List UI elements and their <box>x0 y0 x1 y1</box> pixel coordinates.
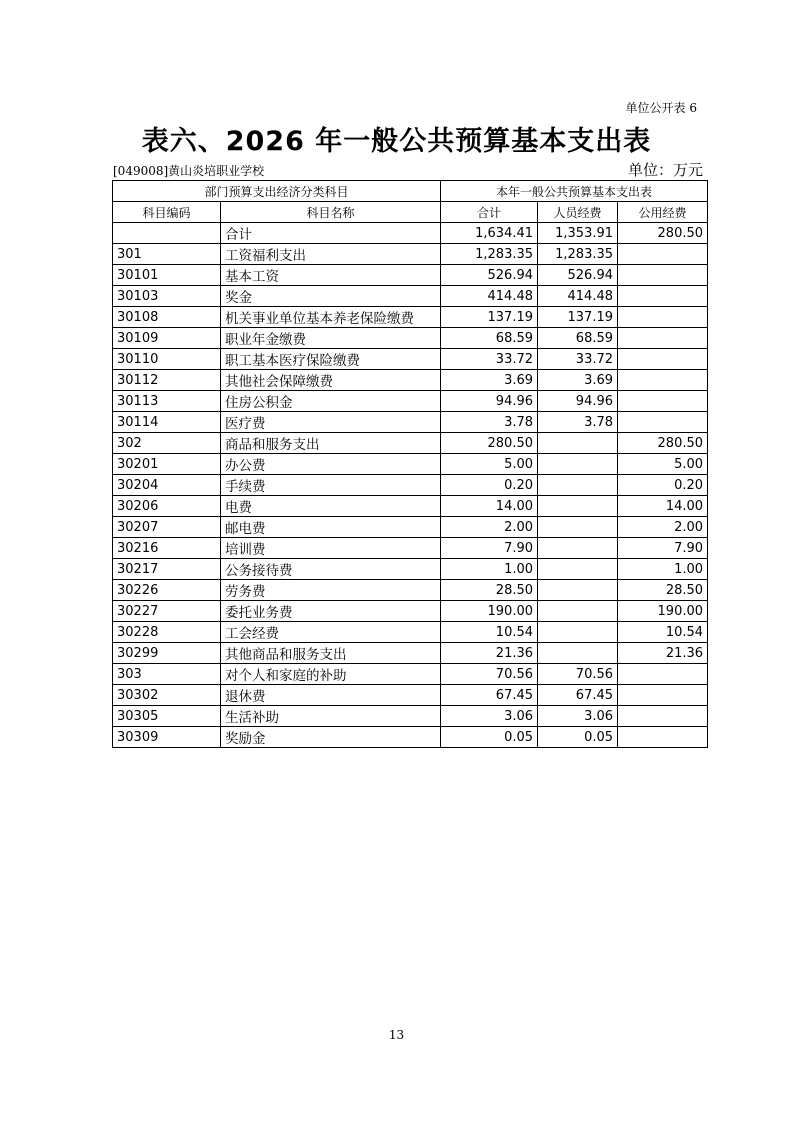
cell-total: 2.00 <box>441 517 538 538</box>
cell-total: 1.00 <box>441 559 538 580</box>
cell-total: 28.50 <box>441 580 538 601</box>
cell-total: 3.78 <box>441 412 538 433</box>
cell-name: 生活补助 <box>221 706 441 727</box>
table-row <box>113 244 708 265</box>
unit-label: 单位：万元 <box>627 161 703 179</box>
cell-total: 414.48 <box>441 286 538 307</box>
cell-code: 30227 <box>113 601 221 622</box>
cell-personnel: 0.05 <box>538 727 618 748</box>
cell-name: 办公费 <box>221 454 441 475</box>
cell-personnel <box>538 496 618 517</box>
cell-name: 其他商品和服务支出 <box>221 643 441 664</box>
cell-public: 0.20 <box>618 475 708 496</box>
cell-code: 30112 <box>113 370 221 391</box>
cell-code: 30110 <box>113 349 221 370</box>
cell-total: 3.69 <box>441 370 538 391</box>
cell-name: 对个人和家庭的补助 <box>221 664 441 685</box>
table-row <box>113 475 708 496</box>
cell-name: 邮电费 <box>221 517 441 538</box>
cell-personnel <box>538 601 618 622</box>
cell-name: 工会经费 <box>221 622 441 643</box>
cell-public <box>618 391 708 412</box>
document-label: 单位公开表 6 <box>625 101 697 115</box>
cell-personnel: 33.72 <box>538 349 618 370</box>
cell-personnel: 67.45 <box>538 685 618 706</box>
cell-public: 190.00 <box>618 601 708 622</box>
table-row <box>113 328 708 349</box>
table-row <box>113 664 708 685</box>
cell-personnel: 70.56 <box>538 664 618 685</box>
cell-name: 培训费 <box>221 538 441 559</box>
cell-personnel <box>538 517 618 538</box>
cell-personnel <box>538 622 618 643</box>
cell-personnel: 1,353.91 <box>538 223 618 244</box>
table-row <box>113 433 708 454</box>
cell-name: 职业年金缴费 <box>221 328 441 349</box>
cell-name: 委托业务费 <box>221 601 441 622</box>
table-row <box>113 349 708 370</box>
cell-name: 手续费 <box>221 475 441 496</box>
cell-code: 301 <box>113 244 221 265</box>
table-row <box>113 265 708 286</box>
cell-code: 30108 <box>113 307 221 328</box>
cell-code: 30299 <box>113 643 221 664</box>
cell-total: 21.36 <box>441 643 538 664</box>
cell-code: 30101 <box>113 265 221 286</box>
cell-name: 职工基本医疗保险缴费 <box>221 349 441 370</box>
cell-total: 1,634.41 <box>441 223 538 244</box>
table-row <box>113 307 708 328</box>
cell-name: 基本工资 <box>221 265 441 286</box>
header-group-right: 本年一般公共预算基本支出表 <box>441 181 708 202</box>
cell-name: 电费 <box>221 496 441 517</box>
page-title: 表六、2026 年一般公共预算基本支出表 <box>141 126 652 157</box>
cell-code: 30302 <box>113 685 221 706</box>
cell-code: 30309 <box>113 727 221 748</box>
cell-code: 30217 <box>113 559 221 580</box>
cell-personnel: 94.96 <box>538 391 618 412</box>
table-row <box>113 601 708 622</box>
cell-public <box>618 244 708 265</box>
cell-total: 137.19 <box>441 307 538 328</box>
cell-total: 70.56 <box>441 664 538 685</box>
table-row <box>113 580 708 601</box>
table-row <box>113 685 708 706</box>
cell-public: 21.36 <box>618 643 708 664</box>
cell-personnel: 526.94 <box>538 265 618 286</box>
table-row <box>113 391 708 412</box>
cell-total: 94.96 <box>441 391 538 412</box>
cell-personnel: 3.69 <box>538 370 618 391</box>
table-row <box>113 454 708 475</box>
cell-personnel <box>538 580 618 601</box>
header-code: 科目编码 <box>113 202 221 223</box>
cell-total: 1,283.35 <box>441 244 538 265</box>
table-row <box>113 706 708 727</box>
table-row <box>113 223 708 244</box>
cell-public <box>618 664 708 685</box>
cell-name: 公务接待费 <box>221 559 441 580</box>
cell-total: 7.90 <box>441 538 538 559</box>
cell-total: 0.05 <box>441 727 538 748</box>
cell-total: 526.94 <box>441 265 538 286</box>
cell-personnel <box>538 433 618 454</box>
header-column-row <box>113 202 708 223</box>
page-number: 13 <box>388 1028 405 1042</box>
cell-total: 67.45 <box>441 685 538 706</box>
cell-code: 30216 <box>113 538 221 559</box>
budget-table <box>112 180 708 748</box>
cell-public: 280.50 <box>618 433 708 454</box>
cell-code: 30201 <box>113 454 221 475</box>
table-row <box>113 286 708 307</box>
cell-name: 其他社会保障缴费 <box>221 370 441 391</box>
table-row <box>113 370 708 391</box>
cell-name: 奖励金 <box>221 727 441 748</box>
table-row <box>113 496 708 517</box>
cell-personnel: 1,283.35 <box>538 244 618 265</box>
cell-code: 30226 <box>113 580 221 601</box>
cell-code: 302 <box>113 433 221 454</box>
header-group-row <box>113 181 708 202</box>
cell-code: 30305 <box>113 706 221 727</box>
table-row <box>113 622 708 643</box>
cell-code: 30204 <box>113 475 221 496</box>
cell-public: 5.00 <box>618 454 708 475</box>
cell-public <box>618 706 708 727</box>
cell-public: 1.00 <box>618 559 708 580</box>
cell-personnel <box>538 643 618 664</box>
cell-personnel <box>538 538 618 559</box>
cell-name: 商品和服务支出 <box>221 433 441 454</box>
table-row <box>113 727 708 748</box>
cell-name: 工资福利支出 <box>221 244 441 265</box>
cell-public <box>618 328 708 349</box>
cell-total: 280.50 <box>441 433 538 454</box>
cell-public: 280.50 <box>618 223 708 244</box>
table-row <box>113 538 708 559</box>
cell-public <box>618 307 708 328</box>
cell-personnel <box>538 475 618 496</box>
cell-code: 30114 <box>113 412 221 433</box>
header-group-left: 部门预算支出经济分类科目 <box>113 181 441 202</box>
cell-personnel <box>538 454 618 475</box>
cell-public <box>618 412 708 433</box>
organization-name: [049008]黄山炎培职业学校 <box>113 164 265 178</box>
cell-code: 30207 <box>113 517 221 538</box>
cell-public <box>618 727 708 748</box>
table-row <box>113 412 708 433</box>
cell-personnel: 3.06 <box>538 706 618 727</box>
cell-code: 30228 <box>113 622 221 643</box>
cell-personnel <box>538 559 618 580</box>
cell-code: 30109 <box>113 328 221 349</box>
cell-name: 合计 <box>221 223 441 244</box>
cell-code: 30113 <box>113 391 221 412</box>
cell-public: 7.90 <box>618 538 708 559</box>
cell-personnel: 3.78 <box>538 412 618 433</box>
cell-total: 3.06 <box>441 706 538 727</box>
cell-name: 退休费 <box>221 685 441 706</box>
cell-public <box>618 685 708 706</box>
cell-public: 14.00 <box>618 496 708 517</box>
cell-public <box>618 349 708 370</box>
cell-personnel: 137.19 <box>538 307 618 328</box>
cell-public: 2.00 <box>618 517 708 538</box>
table-body <box>113 223 708 748</box>
cell-total: 33.72 <box>441 349 538 370</box>
cell-total: 0.20 <box>441 475 538 496</box>
cell-personnel: 414.48 <box>538 286 618 307</box>
cell-name: 住房公积金 <box>221 391 441 412</box>
cell-code <box>113 223 221 244</box>
cell-name: 机关事业单位基本养老保险缴费 <box>221 307 441 328</box>
cell-personnel: 68.59 <box>538 328 618 349</box>
cell-total: 14.00 <box>441 496 538 517</box>
header-public: 公用经费 <box>618 202 708 223</box>
cell-code: 30206 <box>113 496 221 517</box>
cell-public <box>618 370 708 391</box>
table-row <box>113 517 708 538</box>
cell-name: 医疗费 <box>221 412 441 433</box>
cell-public: 10.54 <box>618 622 708 643</box>
table-row <box>113 643 708 664</box>
cell-total: 190.00 <box>441 601 538 622</box>
cell-public <box>618 265 708 286</box>
cell-total: 10.54 <box>441 622 538 643</box>
cell-public <box>618 286 708 307</box>
cell-public: 28.50 <box>618 580 708 601</box>
cell-total: 5.00 <box>441 454 538 475</box>
cell-name: 奖金 <box>221 286 441 307</box>
cell-code: 303 <box>113 664 221 685</box>
header-personnel: 人员经费 <box>538 202 618 223</box>
cell-code: 30103 <box>113 286 221 307</box>
cell-total: 68.59 <box>441 328 538 349</box>
table-row <box>113 559 708 580</box>
header-name: 科目名称 <box>221 202 441 223</box>
cell-name: 劳务费 <box>221 580 441 601</box>
header-total: 合计 <box>441 202 538 223</box>
